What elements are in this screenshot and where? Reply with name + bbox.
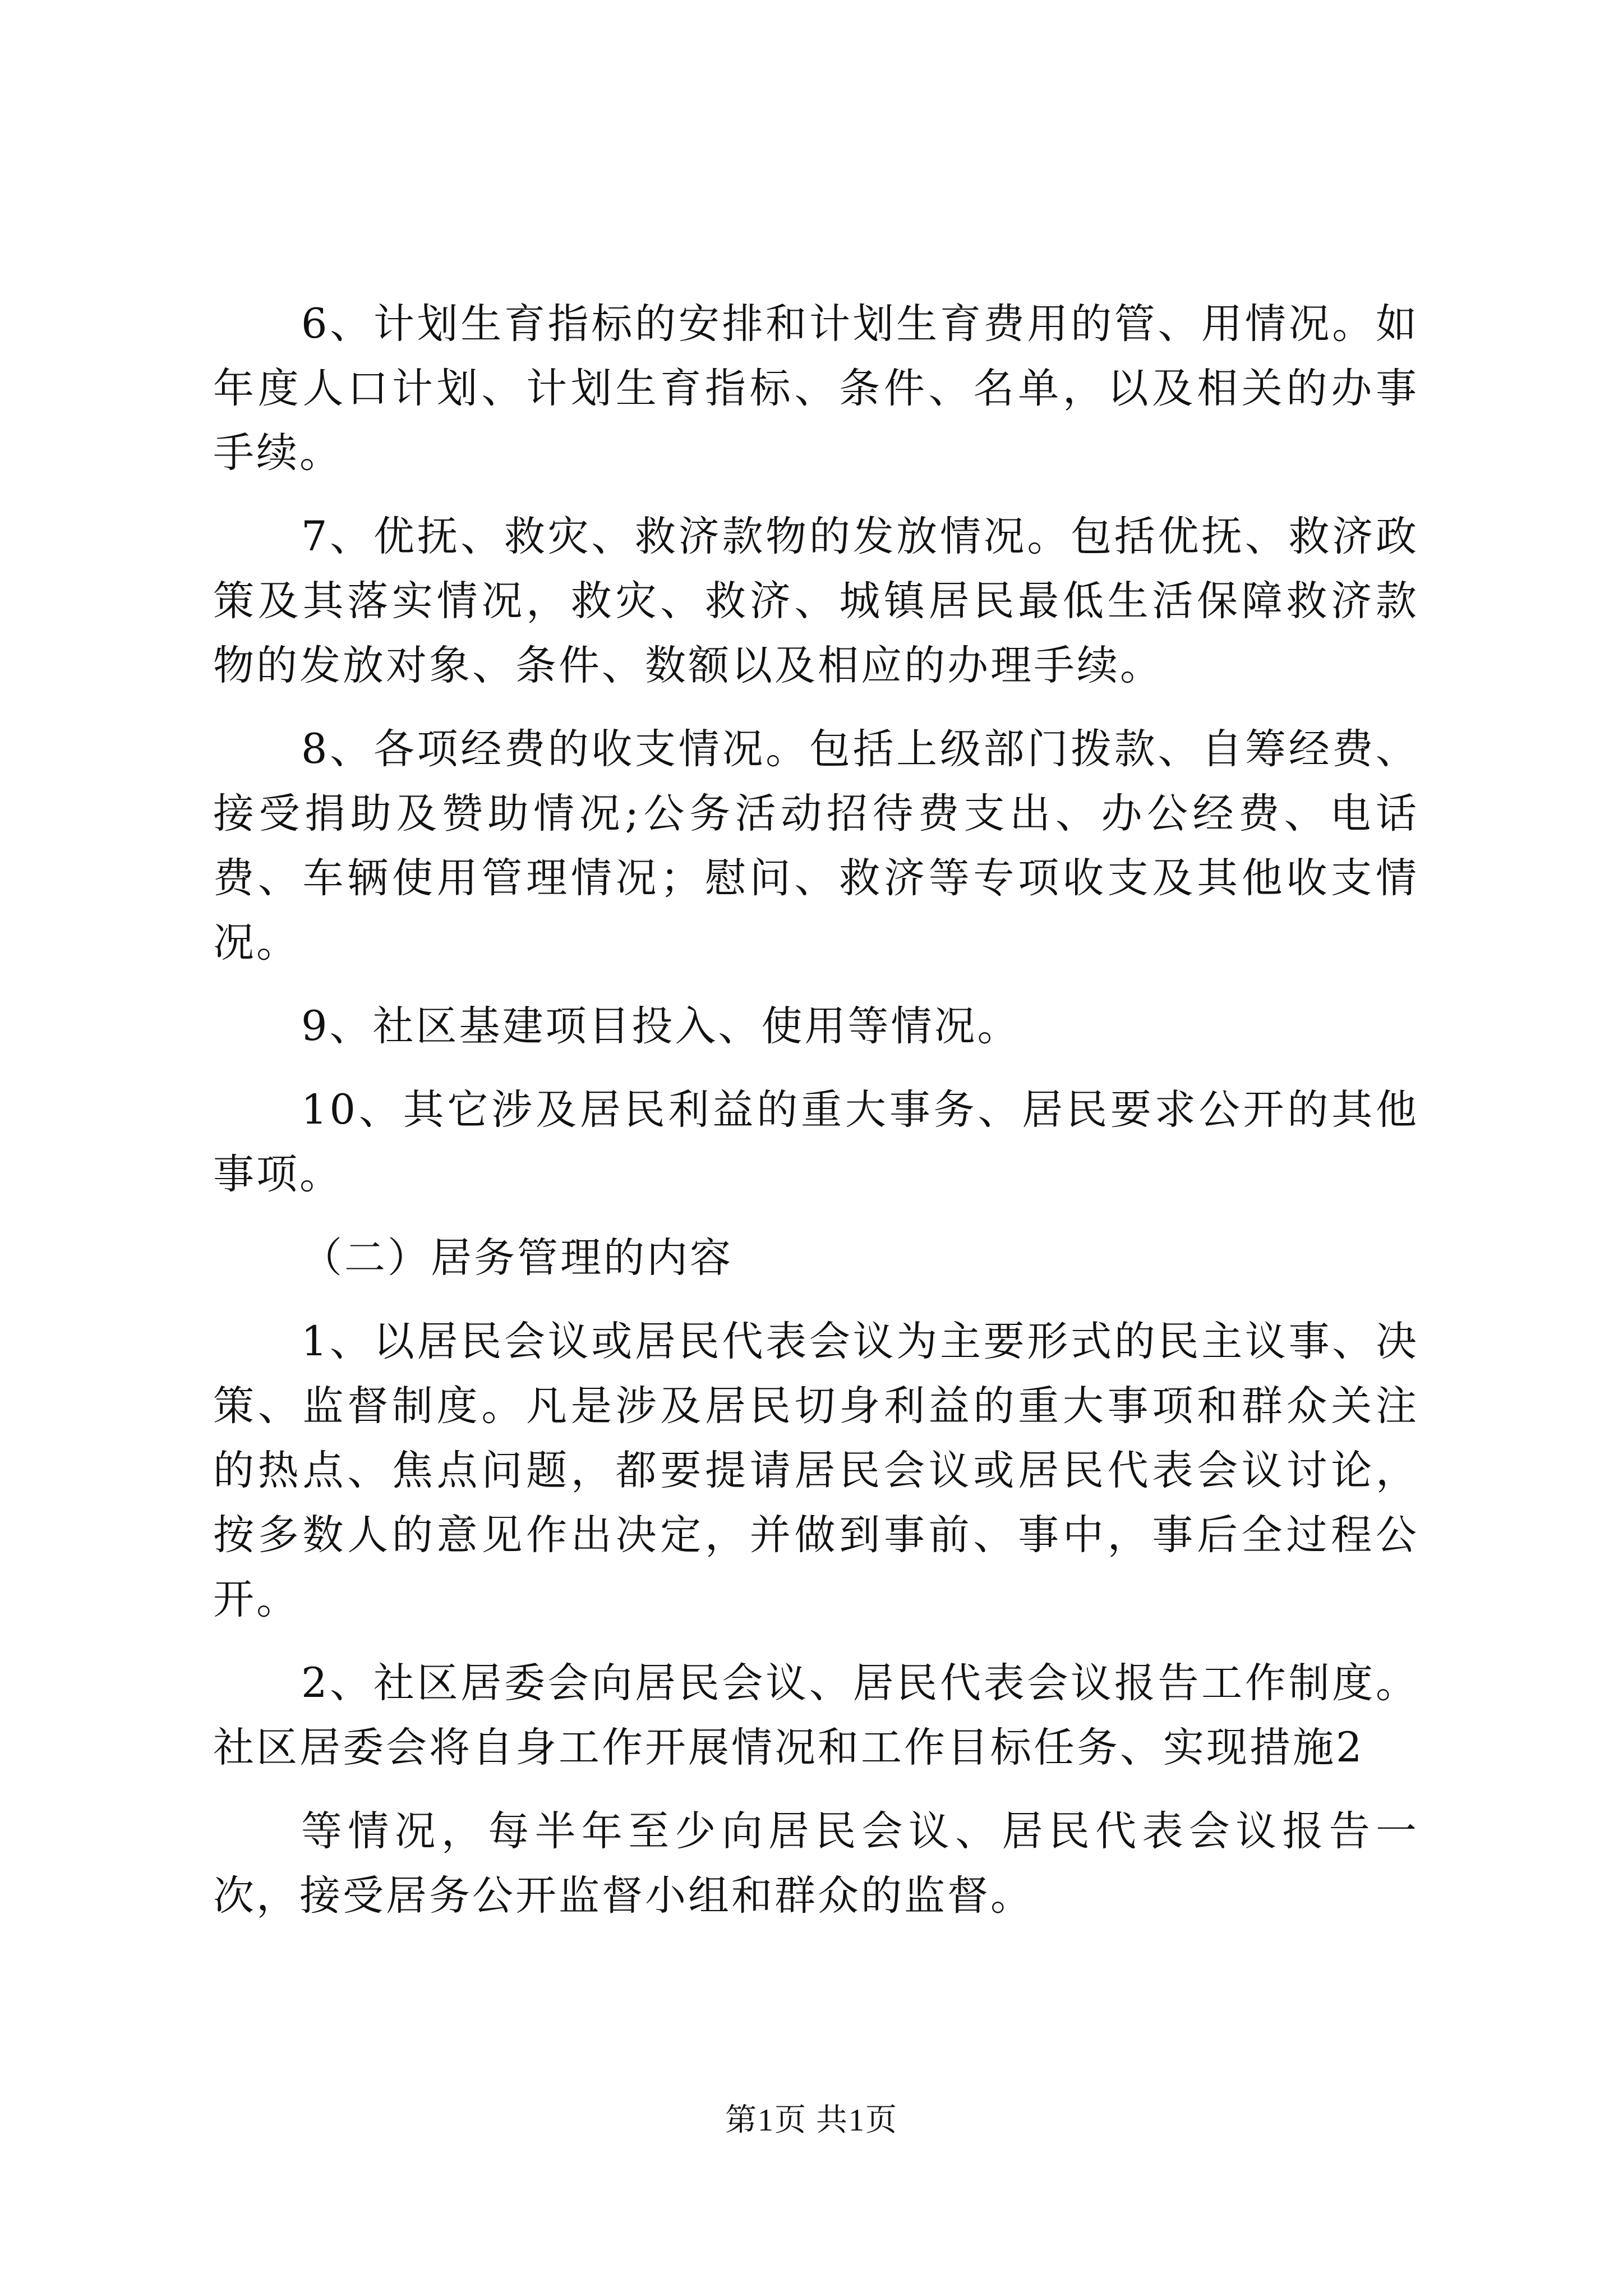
paragraph-item-6: 6、计划生育指标的安排和计划生育费用的管、用情况。如年度人口计划、计划生育指标、条件、名单，以及相关的办事手续。	[213, 300, 1419, 477]
paragraph-continuation: 等情况，每半年至少向居民会议、居民代表会议报告一次，接受居务公开监督小组和群众的监督。	[213, 1807, 1419, 1920]
paragraph-item-1: 1、以居民会议或居民代表会议为主要形式的民主议事、决策、监督制度。凡是涉及居民切身利益的重大事项和群众关注的热点、焦点问题，都要提请居民会议或居民代表会议讨论，按多数人的意见作出决定，并做到事前、事中，事后全过程公开。	[213, 1318, 1419, 1623]
paragraph-item-9: 9、社区基建项目投入、使用等情况。	[301, 1002, 1021, 1050]
paragraph-item-10: 10、其它涉及居民利益的重大事务、居民要求公开的其他事项。	[213, 1086, 1419, 1198]
section-heading: （二）居务管理的内容	[301, 1234, 733, 1282]
body-text	[213, 292, 1419, 1947]
paragraph-item-8: 8、各项经费的收支情况。包括上级部门拨款、自筹经费、接受捐助及赞助情况;公务活动招待费支出、办公经费、电话费、车辆使用管理情况；慰问、救济等专项收支及其他收支情况。	[213, 725, 1419, 967]
page-footer: 第1页 共1页	[725, 2103, 898, 2138]
paragraph-item-2: 2、社区居委会向居民会议、居民代表会议报告工作制度。社区居委会将自身工作开展情况和工作目标任务、实现措施2	[213, 1659, 1419, 1772]
paragraph-item-7: 7、优抚、救灾、救济款物的发放情况。包括优抚、救济政策及其落实情况，救灾、救济、城镇居民最低生活保障救济款物的发放对象、条件、数额以及相应的办理手续。	[213, 513, 1419, 689]
